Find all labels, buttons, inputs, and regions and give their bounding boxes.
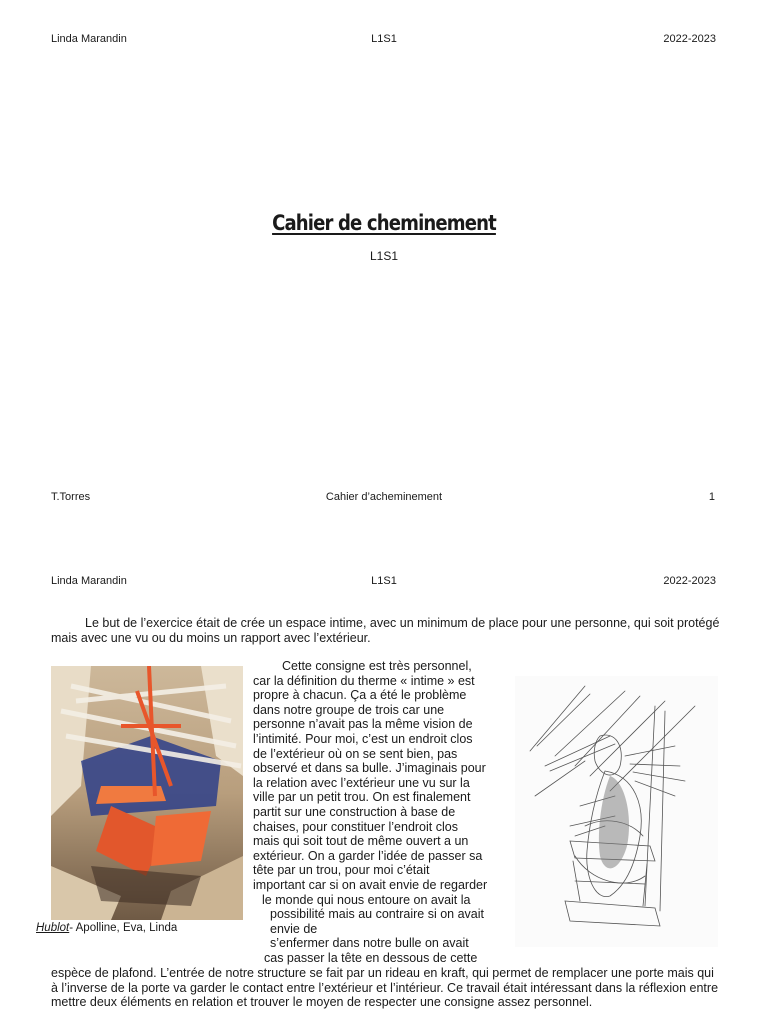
page1-header-class: L1S1 bbox=[371, 33, 397, 45]
body-line: chaises, pour constituer l’endroit clos bbox=[253, 819, 458, 834]
document-title: Cahier de cheminement bbox=[272, 211, 496, 235]
body-line: s’enfermer dans notre bulle on avait bbox=[270, 936, 469, 951]
page2-header-year: 2022-2023 bbox=[663, 575, 716, 587]
body-line: cas passer la tête en dessous de cette bbox=[264, 950, 478, 965]
page1-header-year: 2022-2023 bbox=[663, 33, 716, 45]
body-line: envie de bbox=[270, 921, 318, 936]
body-line: mais qui soit tout de même ouvert a un bbox=[253, 834, 469, 849]
photo-caption bbox=[36, 922, 177, 934]
structure-photo bbox=[51, 666, 243, 920]
page2-header-class: L1S1 bbox=[371, 575, 397, 587]
body-line: important car si on avait envie de regarder bbox=[253, 877, 488, 892]
bottom-paragraph: espèce de plafond. L’entrée de notre structure se fait par un rideau en kraft, qui permet de remplacer une porte mais qui à l’inverse de la porte va garder le contact entre l’extérieur et l’intérieur. Ce travail était intéressant dans la réflexion entre mettre deux éléments en relation et trouver le moyen de respecter une consigne assez personnel. bbox=[51, 966, 719, 1010]
body-line: possibilité mais au contraire si on avait bbox=[270, 907, 484, 922]
body-line: tête par un trou, pour moi c’était bbox=[253, 863, 430, 878]
caption-title: Hublot bbox=[36, 922, 70, 934]
body-text-column bbox=[253, 659, 498, 965]
body-line: dans notre groupe de trois car une bbox=[253, 702, 445, 717]
page1-header-author: Linda Marandin bbox=[51, 33, 127, 45]
body-line: ville par un petit trou. On est finalement bbox=[253, 790, 471, 805]
body-line: Cette consigne est très personnel, bbox=[282, 659, 472, 673]
body-line: propre à chacun. Ça a été le problème bbox=[253, 688, 467, 703]
body-line: la relation avec l’extérieur une vu sur la bbox=[253, 775, 470, 790]
caption-authors: - Apolline, Eva, Linda bbox=[69, 922, 178, 934]
body-line: de l’extérieur où on se sent bien, pas bbox=[253, 746, 458, 761]
body-line: car la définition du therme « intime » est bbox=[253, 673, 475, 688]
body-line: l’intimité. Pour moi, c’est un endroit clos bbox=[253, 731, 473, 746]
page2-header-author: Linda Marandin bbox=[51, 575, 127, 587]
page1-footer-teacher: T.Torres bbox=[51, 491, 91, 503]
body-line: extérieur. On a garder l’idée de passer sa bbox=[253, 848, 483, 863]
document-subtitle: L1S1 bbox=[369, 249, 399, 263]
pencil-sketch bbox=[515, 676, 718, 947]
body-line: personne n’avait pas la même vision de bbox=[253, 717, 473, 732]
page1-footer-page-number: 1 bbox=[708, 491, 715, 503]
body-line: le monde qui nous entoure on avait la bbox=[262, 892, 471, 907]
body-line: observé et dans sa bulle. J’imaginais pour bbox=[253, 761, 486, 776]
intro-paragraph: Le but de l’exercice était de crée un espace intime, avec un minimum de place pour une personne, qui soit protégé mais avec une vu ou du moins un rapport avec l’extérieur. bbox=[51, 616, 720, 645]
page1-footer-title: Cahier d’acheminement bbox=[325, 491, 443, 503]
body-line: partit sur une construction à base de bbox=[253, 804, 456, 819]
